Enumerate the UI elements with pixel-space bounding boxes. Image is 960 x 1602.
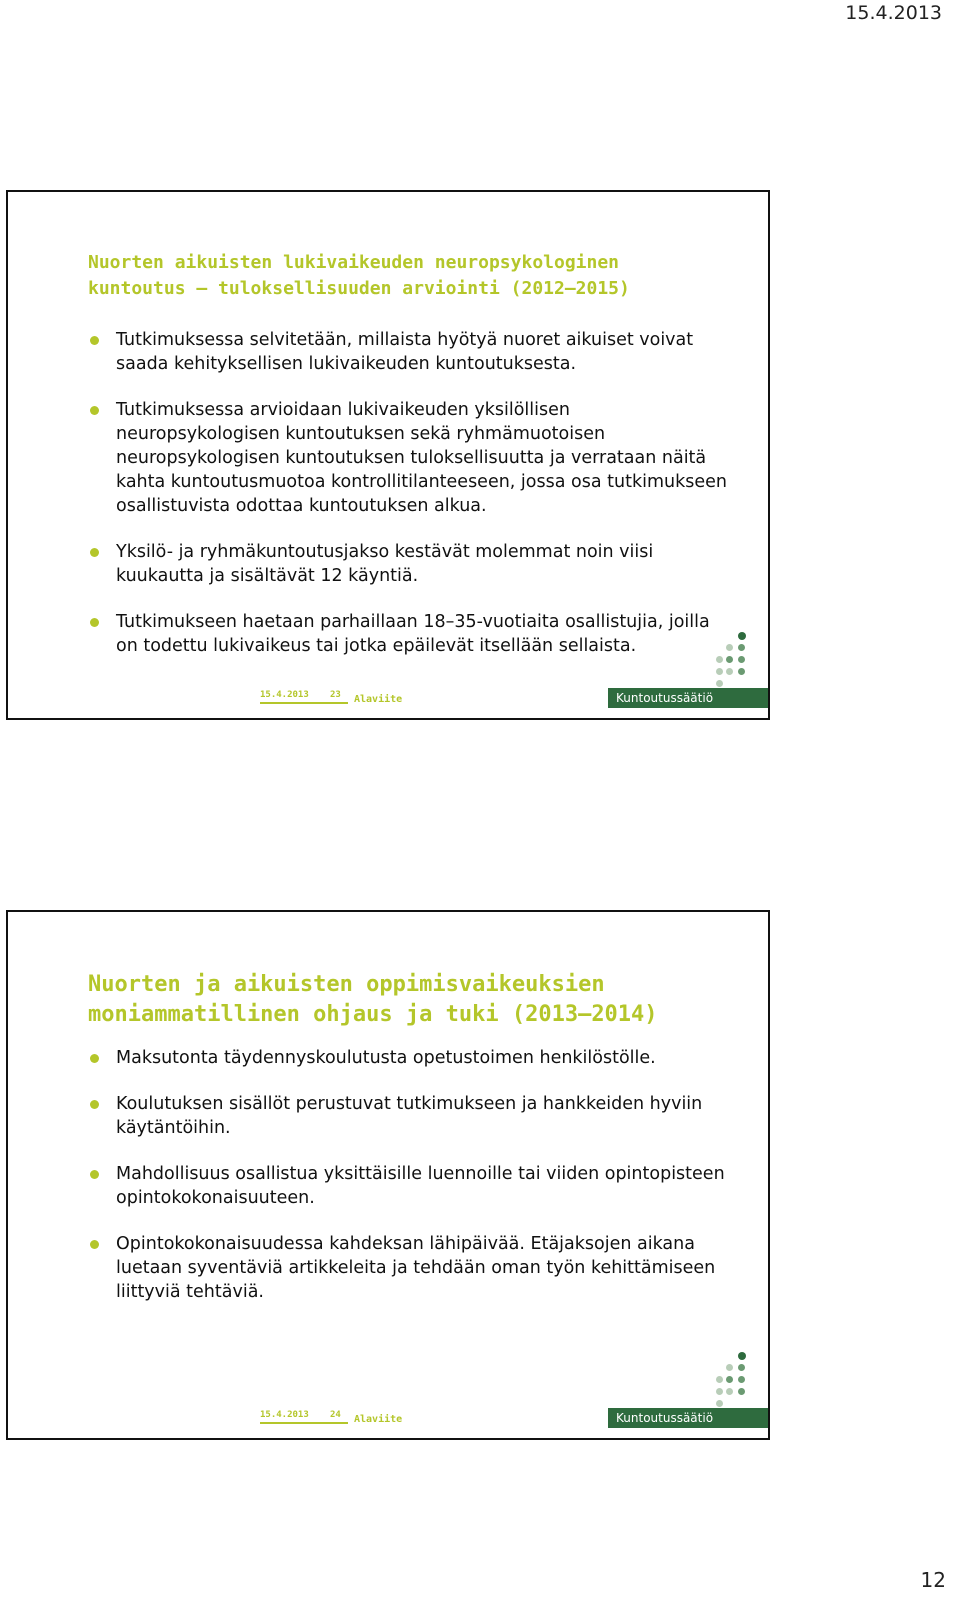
decorative-dots-icon (716, 632, 756, 690)
slide-title-line1: Nuorten ja aikuisten oppimisvaikeuksien (88, 972, 605, 997)
slide-24 (6, 910, 770, 1440)
slide-footer (8, 1408, 768, 1430)
footer-divider (260, 1422, 348, 1424)
bullet-text: Tutkimuksessa arvioidaan lukivaikeuden yksilöllisen neuropsykologisen kuntoutuksen sekä ryhmämuotoisen neuropsykologisen kuntoutuksen tuloksellisuutta ja verrataan näitä kahta kuntoutusmuotoa kontrollitilanteeseen, jossa osa tutkimukseen osallistuvista odottaa kuntoutuksen alkua. (116, 400, 727, 516)
list-item (88, 1232, 728, 1304)
list-item (88, 610, 728, 658)
brand-label: Kuntoutussäätiö (608, 1408, 768, 1428)
bullet-dot-icon (90, 1054, 99, 1063)
slide-title-line1: Nuorten aikuisten lukivaikeuden neuropsykologinen (88, 252, 620, 273)
bullet-text: Opintokokonaisuudessa kahdeksan lähipäivää. Etäjaksojen aikana luetaan syventäviä artikkeleita ja tehdään oman työn kehittämiseen liittyviä tehtäviä. (116, 1234, 716, 1302)
bullet-dot-icon (90, 1100, 99, 1109)
slide-title (88, 970, 728, 1030)
list-item (88, 1046, 728, 1070)
slide-footer (8, 688, 768, 710)
list-item (88, 328, 728, 376)
list-item (88, 540, 728, 588)
bullet-text: Koulutuksen sisällöt perustuvat tutkimukseen ja hankkeiden hyviin käytäntöihin. (116, 1094, 703, 1138)
bullet-dot-icon (90, 336, 99, 345)
bullet-text: Mahdollisuus osallistua yksittäisille luennoille tai viiden opintopisteen opintokokonaisuuteen. (116, 1164, 725, 1208)
footer-note: Alaviite (354, 694, 403, 705)
page-date: 15.4.2013 (845, 2, 942, 24)
list-item (88, 398, 728, 518)
footer-divider (260, 702, 348, 704)
footer-date: 15.4.2013 (260, 1410, 309, 1420)
bullet-dot-icon (90, 548, 99, 557)
footer-note: Alaviite (354, 1414, 403, 1425)
slide-title (88, 250, 728, 302)
slide-number: 23 (330, 690, 341, 700)
page-number: 12 (920, 1568, 946, 1592)
bullet-dot-icon (90, 618, 99, 627)
brand-label: Kuntoutussäätiö (608, 688, 768, 708)
footer-date: 15.4.2013 (260, 690, 309, 700)
bullet-text: Tutkimukseen haetaan parhaillaan 18–35-vuotiaita osallistujia, joilla on todettu lukivaikeus tai jotka epäilevät itsellään sellaista. (116, 612, 710, 656)
decorative-dots-icon (716, 1352, 756, 1410)
slide-number: 24 (330, 1410, 341, 1420)
slide-23 (6, 190, 770, 720)
bullet-text: Yksilö- ja ryhmäkuntoutusjakso kestävät molemmat noin viisi kuukautta ja sisältävät 12 käyntiä. (116, 542, 654, 586)
list-item (88, 1162, 728, 1210)
bullet-list (88, 328, 728, 680)
bullet-dot-icon (90, 1240, 99, 1249)
slide-title-line2: kuntoutus – tuloksellisuuden arviointi (2012–2015) (88, 278, 630, 299)
bullet-dot-icon (90, 1170, 99, 1179)
bullet-text: Tutkimuksessa selvitetään, millaista hyötyä nuoret aikuiset voivat saada kehityksellisen lukivaikeuden kuntoutuksesta. (116, 330, 694, 374)
list-item (88, 1092, 728, 1140)
bullet-dot-icon (90, 406, 99, 415)
bullet-list (88, 1046, 728, 1326)
slide-title-line2: moniammatillinen ohjaus ja tuki (2013–2014) (88, 1002, 658, 1027)
bullet-text: Maksutonta täydennyskoulutusta opetustoimen henkilöstölle. (116, 1048, 656, 1068)
